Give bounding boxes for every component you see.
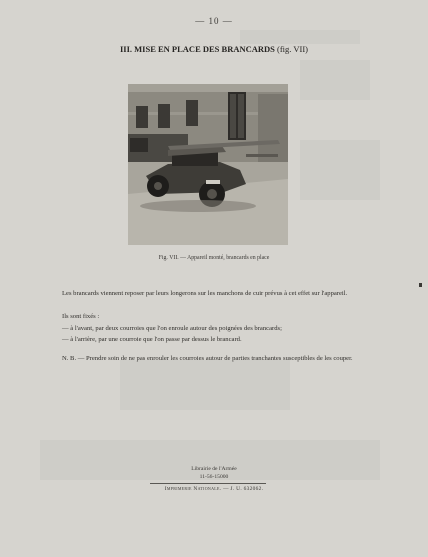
paragraph-stretcher-placement: Les brancards viennent reposer par leurs longerons sur les manchons de cuir prévus à cet effet sur l'appareil.	[62, 290, 348, 297]
jeep-stretcher-photo	[128, 84, 288, 245]
verso-bleed-through	[120, 360, 290, 410]
figure-caption: Fig. VII. — Appareil monté, brancards en place	[158, 255, 270, 261]
figure-photo	[128, 84, 288, 245]
footer-publisher: Librairie de l'Armée	[191, 466, 237, 472]
section-title-text: III. MISE EN PLACE DES BRANCARDS	[119, 44, 275, 54]
verso-bleed-through	[240, 30, 360, 44]
paragraph-fixing-intro: Ils sont fixés :	[62, 313, 100, 320]
footer-code: 11-56-15000	[199, 474, 229, 480]
footer-printer-ref: . — J. U. 632062.	[219, 486, 264, 492]
footer-rule	[150, 483, 266, 484]
paragraph-fixing-rear: — à l'arrière, par une courroie que l'on passe par dessus le brancard.	[62, 336, 242, 343]
verso-bleed-through	[300, 60, 370, 100]
footer-printer	[0, 486, 428, 492]
section-title-figure-ref: (fig. VII)	[277, 44, 309, 54]
paragraph-nota-bene: N. B. — Prendre soin de ne pas enrouler les courroies autour de parties tranchantes susceptibles de les couper.	[62, 355, 353, 362]
page-number: — 10 —	[195, 16, 233, 26]
verso-bleed-through	[300, 140, 380, 200]
paragraph-fixing-front: — à l'avant, par deux courroies que l'on enroule autour des poignées des brancards;	[62, 325, 282, 332]
margin-mark	[419, 283, 422, 287]
section-title	[0, 44, 428, 54]
footer-printer-name: Imprimerie Nationale	[164, 486, 220, 492]
